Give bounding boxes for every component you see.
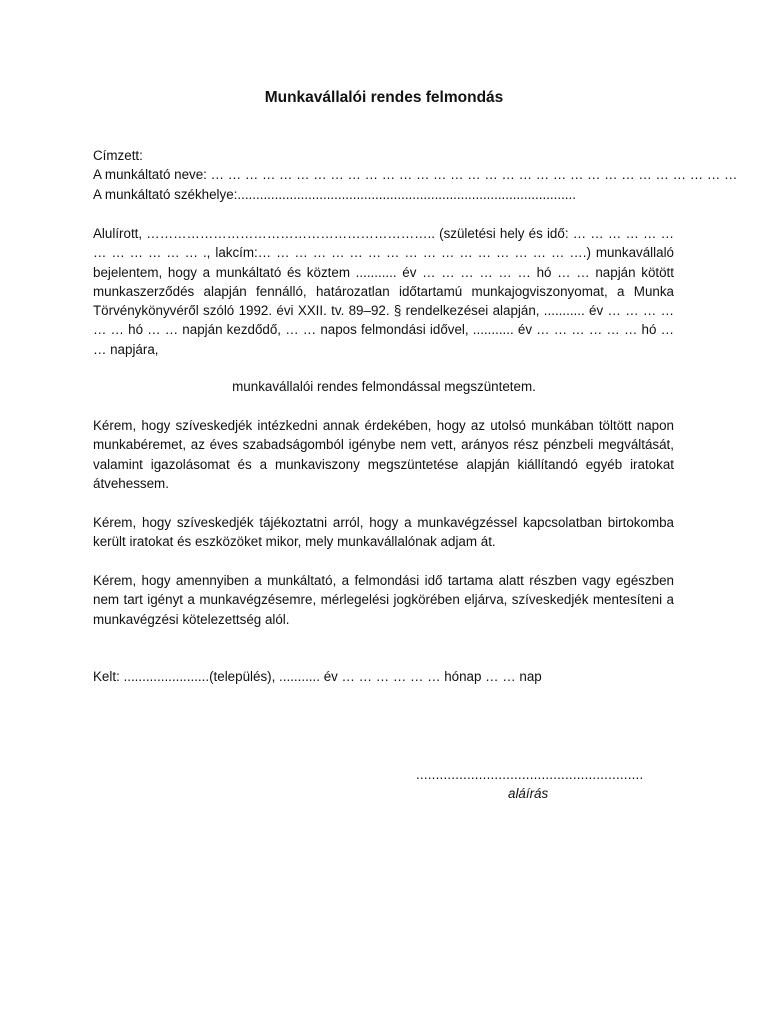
employer-seat-line: A munkáltató székhelye:...........................................................................................	[93, 186, 576, 202]
recipient-block	[93, 146, 738, 204]
date-line	[93, 667, 674, 686]
signature-line: ..........................................................	[416, 767, 644, 782]
request-paragraph-3: Kérem, hogy amennyiben a munkáltató, a felmondási idő tartama alatt részben vagy egészben nem tart igényt a munkavégzésemre, mérlegelési jogkörében eljárva, szíveskedjék mentesíteni a munkavégzési kötelezettség alól.	[93, 573, 674, 627]
date-line-text: Kelt: .......................(település), ........... év … … … … … … hónap … … nap	[93, 669, 542, 684]
signature-label: aláírás	[508, 786, 549, 801]
recipient-label: Címzett:	[93, 148, 143, 163]
document-title: Munkavállalói rendes felmondás	[264, 89, 504, 106]
body-paragraph: Alulírott, ……………………………………………………….. (születési hely és idő: … … … … … … … … … … … … ., lakcím:… … … … … … … … … … … … … … … … … ….) munkavállaló bejelentem, hogy a munkáltató és köztem ........... év … … … … … … hó … … napján kötött munkaszerződés alapján fennálló, határozatlan időtartamú munkajogviszonyomat, a Munka Törvénykönyvéről szóló 1992. évi XXII. tv. 89–92. § rendelkezései alapján, ........... év … … … … … … hó … … napján kezdődő, … … napos felmondási idővel, ........... év … … … … … … hó … … napjára,	[93, 226, 674, 357]
request-paragraph-1: Kérem, hogy szíveskedjék intézkedni annak érdekében, hogy az utolsó munkában töltött napon munkabéremet, az éves szabadságomból igénybe nem vett, arányos rész pénzbeli megváltását, valamint igazolásomat és a munkaviszony megszüntetése alapján kiállítandó egyéb iratokat átvehessem.	[93, 418, 674, 491]
request-paragraph-2: Kérem, hogy szíveskedjék tájékoztatni arról, hogy a munkavégzéssel kapcsolatban birtokomba került iratokat és eszközöket mikor, mely munkavállalónak adjam át.	[93, 515, 674, 550]
employer-name-line: A munkáltató neve: … … … … … … … … … … … … … … … … … … … … … … … … … … … … … … …	[93, 167, 738, 183]
termination-statement: munkavállalói rendes felmondással megszüntetem.	[232, 379, 536, 394]
